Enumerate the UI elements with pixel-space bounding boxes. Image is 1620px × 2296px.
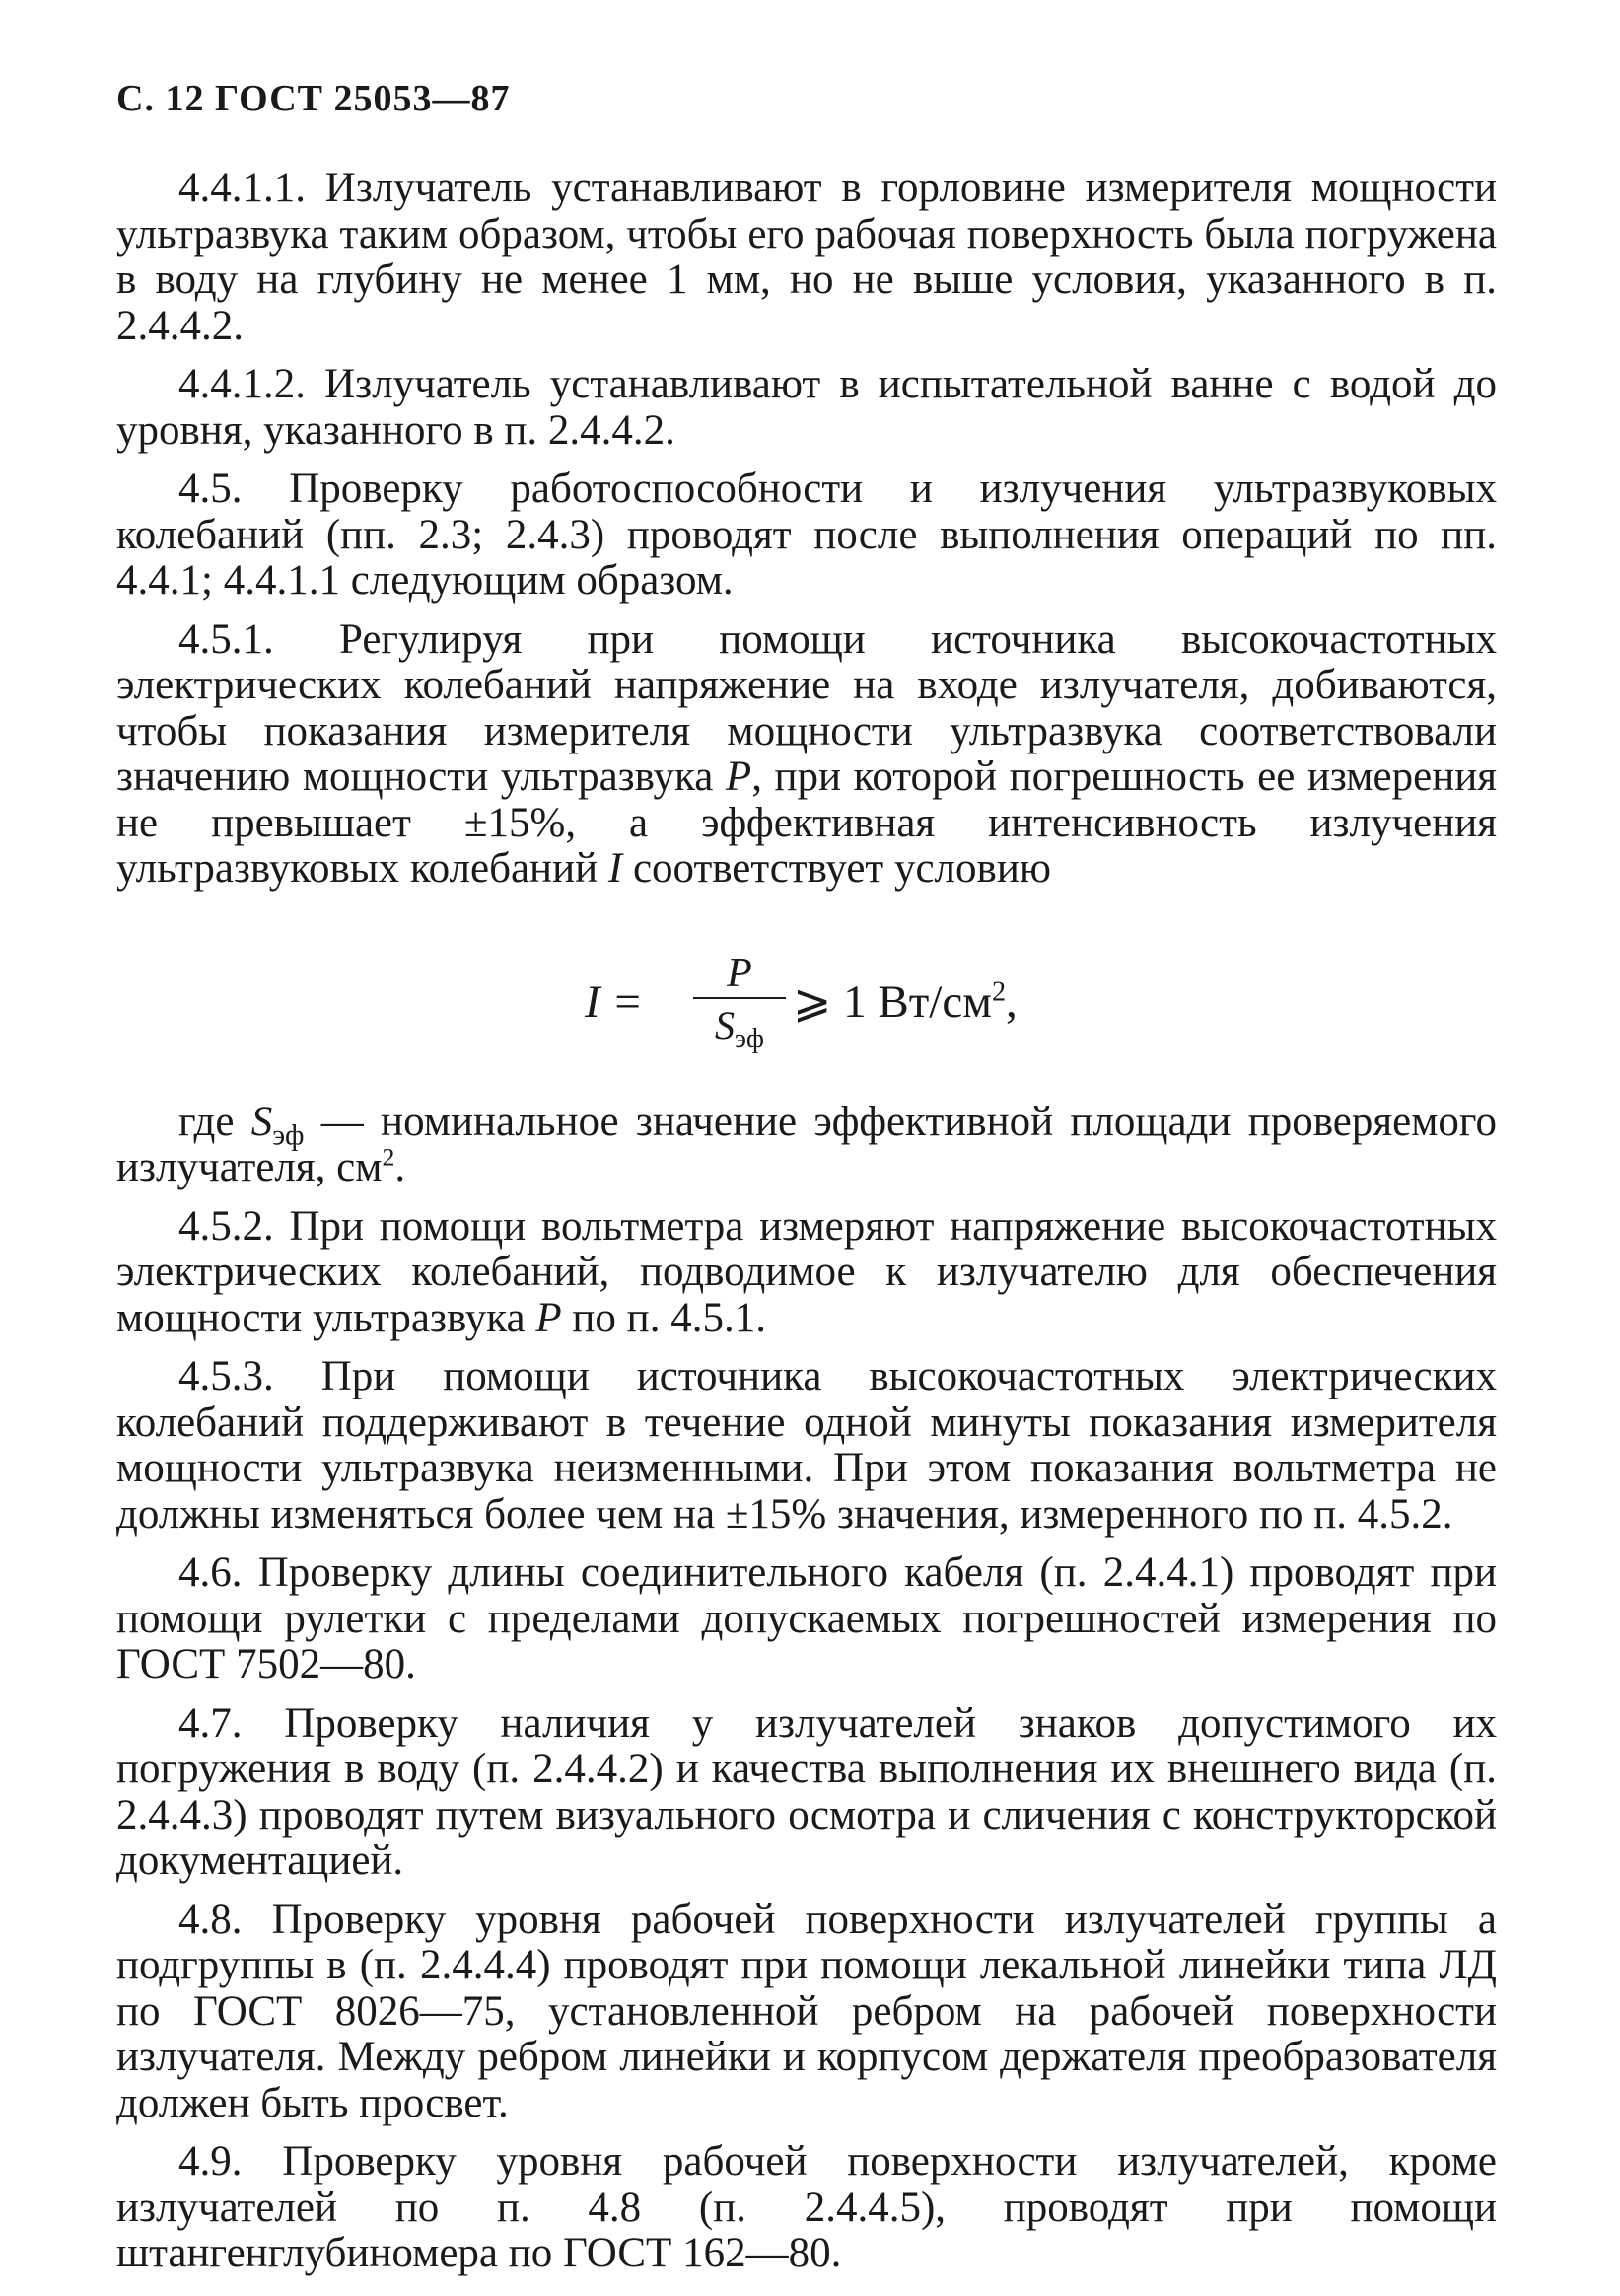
paragraph-4-7: 4.7. Проверку наличия у излучателей знаков допустимого их погружения в воду (п. 2.4.4.2) и качества выполнения их внешнего вида (п. 2.4.4.3) проводят путем визуального осмотра и сличения с конструкторской документацией.	[116, 1699, 1497, 1884]
where-prefix: где	[178, 1098, 251, 1145]
p452-text-1: 4.5.2. При помощи вольтметра измеряют напряжение высокочастотных электрических колебаний, подводимое к излучателю для обеспечения мощности ультразвука	[116, 1202, 1497, 1341]
paragraph-4-5-1	[116, 617, 1497, 893]
p452-var-p: P	[535, 1294, 562, 1341]
paragraph-4-8: 4.8. Проверку уровня рабочей поверхности излучателей группы а подгруппы в (п. 2.4.4.4) проводят при помощи лекальной линейки типа ЛД по ГОСТ 8026—75, установленной ребром на рабочей поверхности излучателя. Между ребром линейки и корпусом держателя преобразователя должен быть просвет.	[116, 1896, 1497, 2126]
formula-rhs-sup: 2	[991, 975, 1007, 1007]
fraction-bar	[693, 997, 786, 999]
paragraph-4-5-3: 4.5.3. При помощи источника высокочастотных электрических колебаний поддерживают в течение одной минуты показания измерителя мощности ультразвука неизменными. При этом показания вольтметра не должны изменяться более чем на ±15% значения, измеренного по п. 4.5.2.	[116, 1353, 1497, 1538]
where-symbol: S	[250, 1098, 273, 1145]
denominator-symbol: S	[715, 1002, 735, 1047]
page-header: С. 12 ГОСТ 25053—87	[116, 78, 511, 119]
formula-lhs: I =	[585, 975, 644, 1028]
where-subscript: эф	[272, 1117, 305, 1152]
paragraph-4-4-1-2: 4.4.1.2. Излучатель устанавливают в испытательной ванне с водой до уровня, указанного в п. 2.4.4.2.	[116, 361, 1497, 454]
formula-rhs-text: ⩾ 1 Вт/см	[793, 975, 992, 1028]
where-end: .	[394, 1144, 406, 1190]
p451-text-1: 4.5.1. Регулируя при помощи источника высокочастотных электрических колебаний напряжение на входе излучателя, добиваются, чтобы показания измерителя мощности ультразвука соответствовали значению мощности ультразвука	[116, 615, 1497, 800]
formula-numerator: P	[727, 950, 752, 996]
where-clause	[116, 1100, 1497, 1191]
formula-fraction	[693, 950, 786, 1054]
var-i: I	[607, 845, 623, 892]
denominator-subscript: эф	[735, 1023, 764, 1054]
where-text: — номинальное значение эффективной площади проверяемого излучателя, см	[116, 1098, 1497, 1190]
p451-text-2: , при которой погрешность ее измерения не превышает ±15%, а эффективная интенсивность излучения ультразвуковых колебаний	[116, 753, 1497, 892]
where-sup: 2	[382, 1142, 395, 1172]
formula-rhs	[793, 975, 1018, 1028]
p451-text-3: соответствует условию	[622, 845, 1051, 892]
paragraph-4-5: 4.5. Проверку работоспособности и излучения ультразвуковых колебаний (пп. 2.3; 2.4.3) проводят после выполнения операций по пп. 4.4.1; 4.4.1.1 следующим образом.	[116, 466, 1497, 604]
paragraph-4-6: 4.6. Проверку длины соединительного кабеля (п. 2.4.4.1) проводят при помощи рулетки с пределами допускаемых погрешностей измерения по ГОСТ 7502—80.	[116, 1549, 1497, 1687]
paragraph-4-4-1-1: 4.4.1.1. Излучатель устанавливают в горловине измерителя мощности ультразвука таким образом, чтобы его рабочая поверхность была погружена в воду на глубину не менее 1 мм, но не выше условия, указанного в п. 2.4.4.2.	[116, 165, 1497, 349]
formula-denominator	[693, 1002, 786, 1054]
var-p: P	[725, 753, 752, 800]
p452-text-2: по п. 4.5.1.	[561, 1294, 766, 1341]
document-body	[116, 166, 1497, 2290]
paragraph-4-9: 4.9. Проверку уровня рабочей поверхности излучателей, кроме излучателей по п. 4.8 (п. 2.4.4.5), проводят при помощи штангенглубиномера по ГОСТ 162—80.	[116, 2138, 1497, 2276]
formula-rhs-end: ,	[1006, 975, 1018, 1028]
paragraph-4-5-2	[116, 1204, 1497, 1342]
intensity-formula	[116, 952, 1497, 1070]
